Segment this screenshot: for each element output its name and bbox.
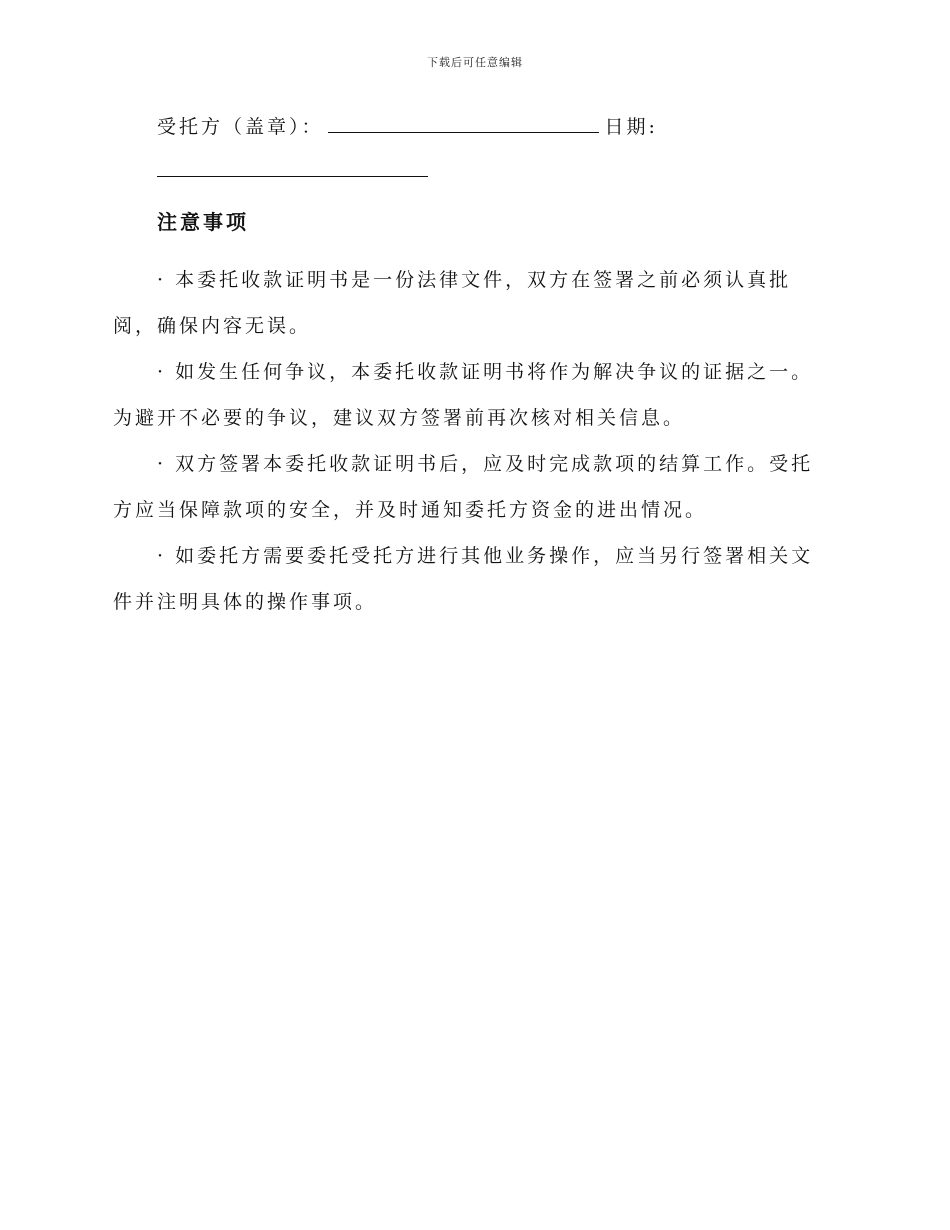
notices-heading: 注意事项 <box>157 210 249 234</box>
download-editable-note: 下载后可任意编辑 <box>427 56 523 69</box>
trustee-seal-label: 受托方（盖章）： <box>157 116 324 138</box>
document-body <box>113 110 825 625</box>
notice-item-legal-document: · 本委托收款证明书是一份法律文件，双方在签署之前必须认真批阅，确保内容无误。 <box>113 269 792 337</box>
notice-item-other-operations: · 如委托方需要委托受托方进行其他业务操作，应当另行签署相关文件并注明具体的操作事项。 <box>113 545 814 613</box>
notice-item-dispute-evidence: · 如发生任何争议，本委托收款证明书将作为解决争议的证据之一。为避开不必要的争议，建议双方签署前再次核对相关信息。 <box>113 361 814 429</box>
notice-item-settlement: · 双方签署本委托收款证明书后，应及时完成款项的结算工作。受托方应当保障款项的安全，并及时通知委托方资金的进出情况。 <box>113 453 814 521</box>
date-blank[interactable] <box>157 176 428 177</box>
signature-line <box>113 110 825 177</box>
notices-list <box>113 257 825 625</box>
trustee-seal-blank[interactable] <box>328 110 599 133</box>
date-label: 日期: <box>604 116 658 138</box>
